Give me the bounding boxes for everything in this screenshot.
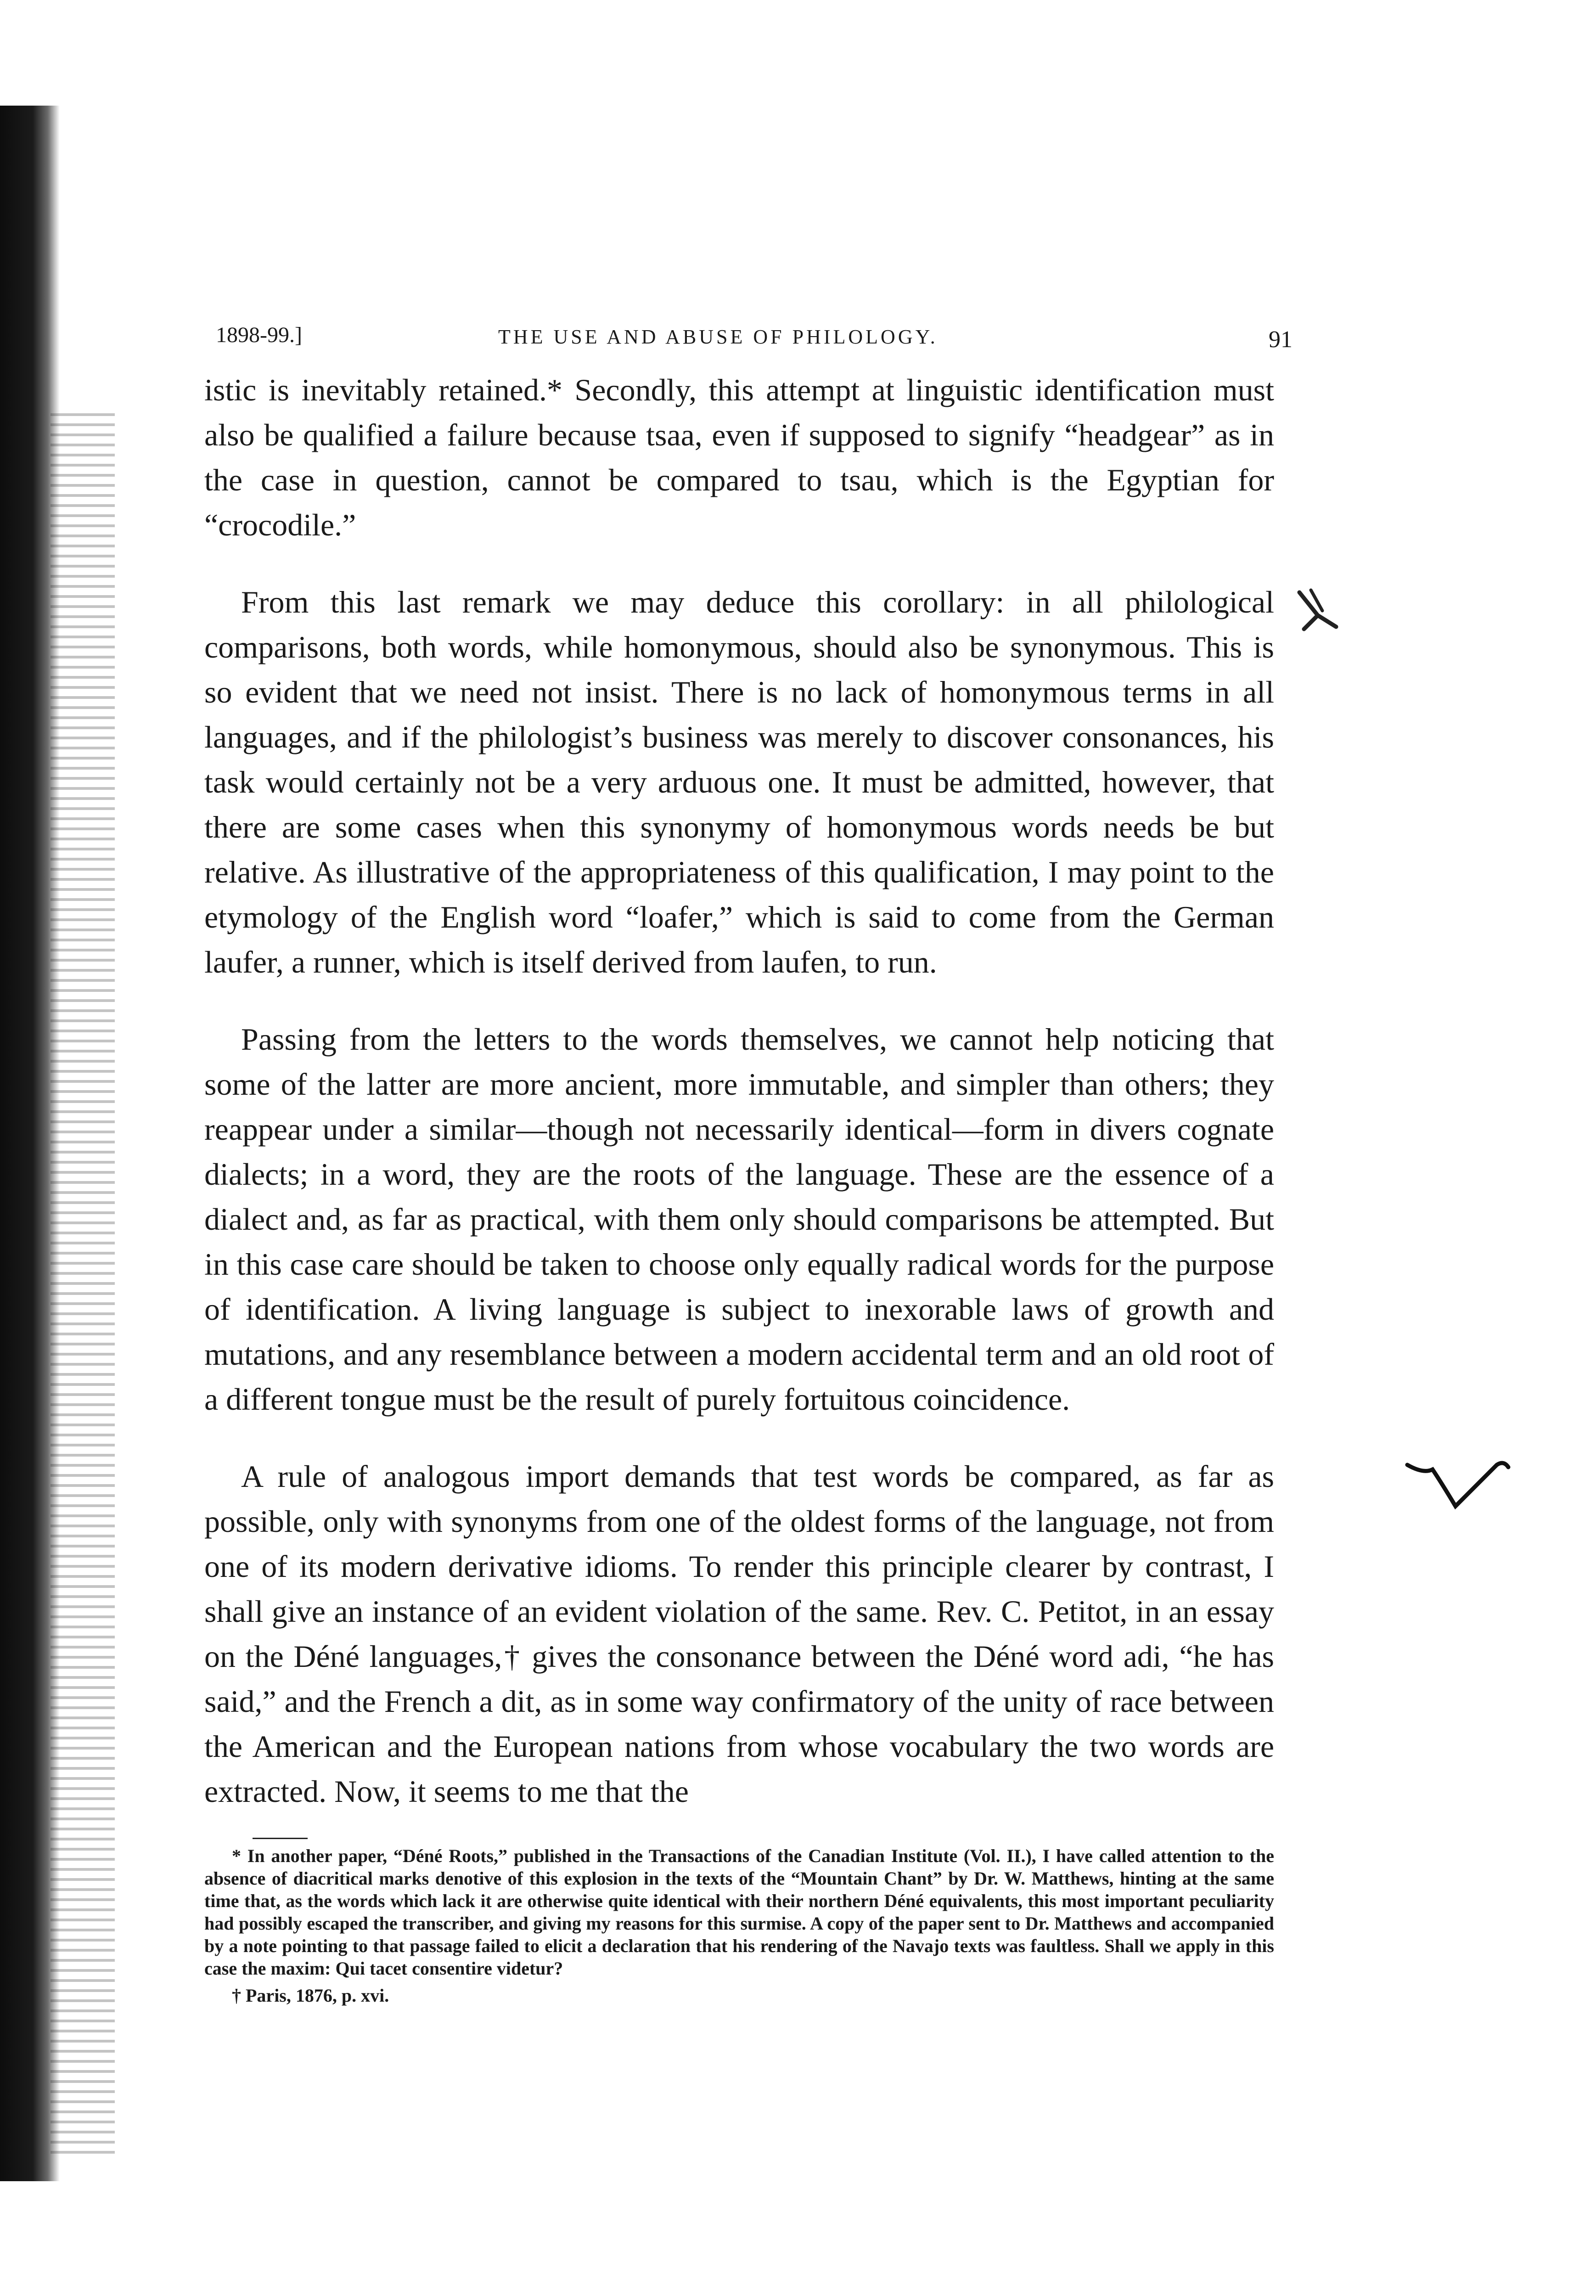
paragraph: Passing from the letters to the words themselves, we cannot help noticing that some of the latter are more ancient, more immutable, and simpler than others; they reappear under a similar—though not necessarily identical—form in divers cognate dialects; in a word, they are the roots of the language. These are the essence of a dialect and, as far as practical, with them only should comparisons be attempted. But in this case care should be taken to choose only equally radical words for the purpose of identification. A living language is subject to inexorable laws of growth and mutations, and any resemblance between a modern accidental term and an old root of a different tongue must be the result of purely fortuitous coincidence. [204,1022,1274,1417]
running-head [204,317,1293,367]
paragraph: A rule of analogous import demands that test words be compared, as far as possible, only with synonyms from one of the oldest forms of the language, not from one of its modern derivative idioms. To render this principle clearer by contrast, I shall give an instance of an evident violation of the same. Rev. C. Petitot, in an essay on the Déné languages,† gives the consonance between the Déné word adi, “he has said,” and the French a dit, as in some way confirmatory of the unity of race between the American and the European nations from whose vocabulary the two words are extracted. Now, it seems to me that the [204,1459,1274,1809]
footnote: † Paris, 1876, p. xvi. [232,1985,389,2006]
page-number: 91 [1269,326,1293,353]
check-mark [1405,1456,1511,1529]
page [204,317,1293,2007]
paragraph: istic is inevitably retained.* Secondly, this attempt at linguistic identification must also be qualified a failure because tsaa, even if supposed to signify “headgear” as in the case in question, cannot be compared to tsau, which is the Egyptian for “crocodile.” [204,372,1274,542]
running-head-year: 1898-99.] [216,323,302,347]
footnote: * In another paper, “Déné Roots,” published in the Transactions of the Canadian Institute (Vol. II.), I have called attention to the absence of diacritical marks denotive of this explosion in the texts of the “Mountain Chant” by Dr. W. Matthews, hinting at the same time that, as the words which lack it are otherwise quite identical with their northern Déné equivalents, this most important peculiarity had possibly escaped the transcriber, and giving my reasons for this surmise. A copy of the paper sent to Dr. Matthews and accompanied by a note pointing to that passage failed to elicit a declaration that his rendering of the Navajo texts was faultless. Shall we apply in this case the maxim: Qui tacet consentire videtur? [204,1846,1274,1979]
footnote-rule [253,1838,308,1839]
body-text [204,367,1274,1814]
binding-speckle [51,413,115,2158]
margin-pen-mark [1290,583,1345,638]
footnotes [204,1845,1274,2007]
running-head-title: THE USE AND ABUSE OF PHILOLOGY. [498,326,938,348]
paragraph: From this last remark we may deduce this corollary: in all philological comparisons, both words, while homonymous, should also be synonymous. This is so evident that we need not insist. There is no lack of homonymous terms in all languages, and if the philologist’s business was merely to discover consonances, his task would certainly not be a very arduous one. It must be admitted, however, that there are some cases when this synonymy of homonymous words needs be but relative. As illustrative of the appropriateness of this qualification, I may point to the etymology of the English word “loafer,” which is said to come from the German laufer, a runner, which is itself derived from laufen, to run. [204,585,1274,979]
